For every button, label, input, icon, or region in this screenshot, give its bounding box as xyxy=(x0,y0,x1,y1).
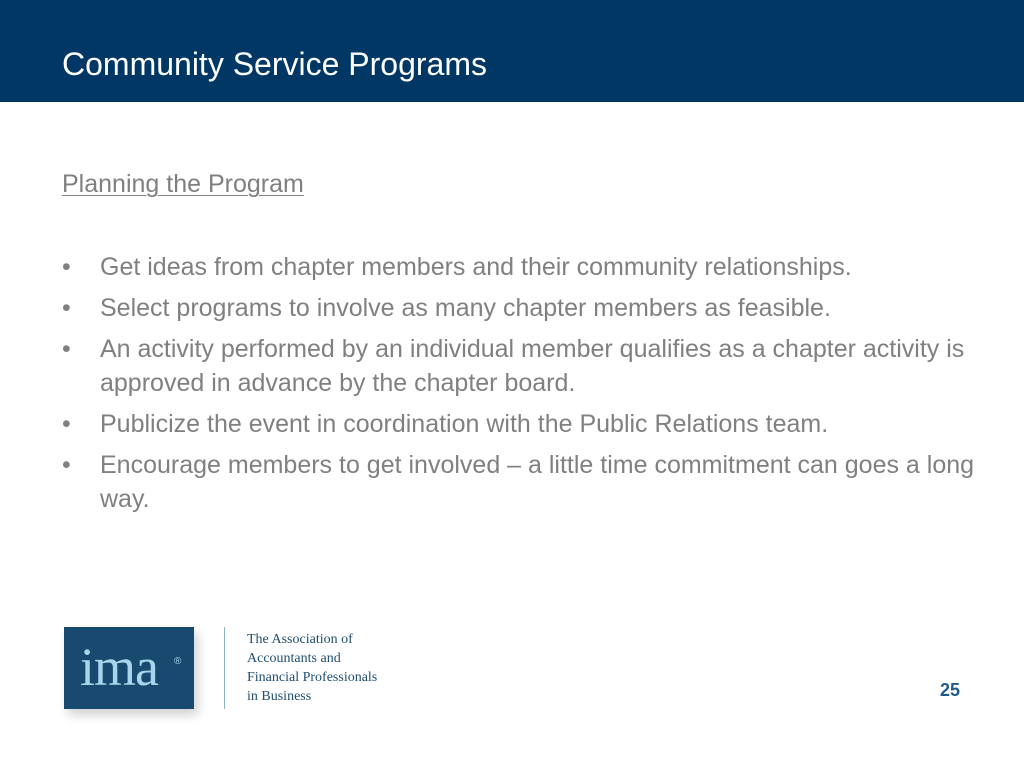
bullet-icon: • xyxy=(62,335,71,363)
bullet-icon: • xyxy=(62,294,71,322)
bullet-item xyxy=(62,250,982,284)
ima-logo xyxy=(64,627,194,709)
bullet-icon: • xyxy=(62,253,71,281)
section-heading: Planning the Program xyxy=(62,170,304,198)
bullet-text: Publicize the event in coordination with the Public Relations team. xyxy=(100,410,829,438)
bullet-text: Get ideas from chapter members and their community relationships. xyxy=(100,253,852,281)
tagline-line: in Business xyxy=(247,689,312,704)
registered-mark: ® xyxy=(174,656,182,667)
bullet-item xyxy=(62,407,982,441)
logo-divider xyxy=(224,627,225,709)
bullet-item xyxy=(62,332,982,400)
bullet-text: Encourage members to get involved – a little time commitment can goes a long way. xyxy=(100,451,975,513)
tagline-line: Financial Professionals xyxy=(247,670,378,685)
bullet-item xyxy=(62,291,982,325)
bullet-text: Select programs to involve as many chapter members as feasible. xyxy=(100,294,831,322)
bullet-text: An activity performed by an individual member qualifies as a chapter activity is approved in advance by the chapter board. xyxy=(100,335,965,397)
bullet-icon: • xyxy=(62,451,71,479)
slide-title: Community Service Programs xyxy=(62,46,487,82)
bullet-list xyxy=(62,250,982,523)
bullet-item xyxy=(62,448,982,516)
bullet-icon: • xyxy=(62,410,71,438)
tagline-line: Accountants and xyxy=(247,651,341,666)
page-number: 25 xyxy=(939,680,961,700)
title-bar xyxy=(0,0,1024,102)
logo-tagline xyxy=(247,630,447,706)
logo-wordmark: ima xyxy=(80,637,158,697)
tagline-line: The Association of xyxy=(247,632,353,647)
